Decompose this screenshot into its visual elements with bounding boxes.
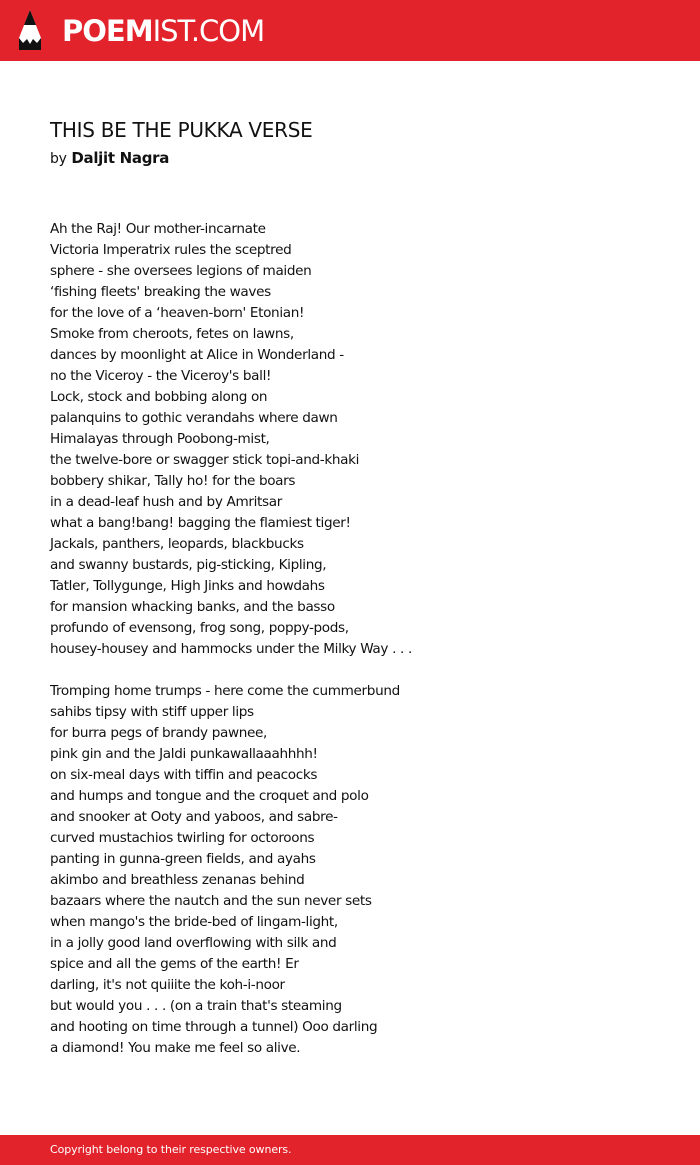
- poem-line: no the Viceroy - the Viceroy's ball!: [50, 368, 272, 384]
- by-label: by: [50, 151, 67, 167]
- poem-line: ‘fishing fleets' breaking the waves: [50, 284, 271, 300]
- poem-line: profundo of evensong, frog song, poppy-pods,: [50, 620, 349, 636]
- stanza: [50, 681, 670, 1059]
- poem-line: what a bang!bang! bagging the flamiest tiger!: [50, 515, 351, 531]
- poem-line: spice and all the gems of the earth! Er: [50, 956, 299, 972]
- poem-line: the twelve-bore or swagger stick topi-and-khaki: [50, 452, 360, 468]
- author-name: Daljit Nagra: [71, 149, 170, 167]
- poem-line: Tromping home trumps - here come the cummerbund: [50, 683, 400, 699]
- poem-title: THIS BE THE PUKKA VERSE: [50, 118, 313, 142]
- brand-rest: IST.COM: [152, 14, 265, 48]
- poem-line: darling, it's not quiiite the koh-i-noor: [50, 977, 285, 993]
- site-footer: [0, 1135, 700, 1165]
- copyright-text: Copyright belong to their respective owners.: [50, 1143, 292, 1156]
- poem-line: akimbo and breathless zenanas behind: [50, 872, 305, 888]
- poem-line: sphere - she oversees legions of maiden: [50, 263, 312, 279]
- poem-line: palanquins to gothic verandahs where dawn: [50, 410, 338, 426]
- poem-line: and snooker at Ooty and yaboos, and sabre-: [50, 809, 338, 825]
- poem-line: housey-housey and hammocks under the Milky Way . . .: [50, 641, 412, 657]
- poem-line: Lock, stock and bobbing along on: [50, 389, 268, 405]
- poem-line: Jackals, panthers, leopards, blackbucks: [50, 536, 304, 552]
- poem-line: pink gin and the Jaldi punkawallaaahhhh!: [50, 746, 318, 762]
- poem-line: a diamond! You make me feel so alive.: [50, 1040, 301, 1056]
- site-header: [0, 0, 700, 61]
- poem-line: for burra pegs of brandy pawnee,: [50, 725, 267, 741]
- poem-line: curved mustachios twirling for octoroons: [50, 830, 315, 846]
- byline: [50, 149, 169, 167]
- poem-line: bobbery shikar, Tally ho! for the boars: [50, 473, 296, 489]
- poem-line: in a jolly good land overflowing with silk and: [50, 935, 337, 951]
- poem-line: and humps and tongue and the croquet and polo: [50, 788, 369, 804]
- poem-line: Smoke from cheroots, fetes on lawns,: [50, 326, 294, 342]
- pencil-tip-icon[interactable]: [17, 8, 43, 52]
- poem-line: for mansion whacking banks, and the basso: [50, 599, 335, 615]
- poem-line: when mango's the bride-bed of lingam-light,: [50, 914, 338, 930]
- site-logo[interactable]: [62, 11, 264, 51]
- poem-line: but would you . . . (on a train that's steaming: [50, 998, 342, 1014]
- brand-bold: POEM: [62, 14, 153, 48]
- poem-line: sahibs tipsy with stiff upper lips: [50, 704, 254, 720]
- poem-line: and swanny bustards, pig-sticking, Kipling,: [50, 557, 327, 573]
- poem-line: Ah the Raj! Our mother-incarnate: [50, 221, 266, 237]
- poem-line: and hooting on time through a tunnel) Ooo darling: [50, 1019, 378, 1035]
- poem-line: panting in gunna-green fields, and ayahs: [50, 851, 316, 867]
- poem-line: dances by moonlight at Alice in Wonderland -: [50, 347, 344, 363]
- poem-line: on six-meal days with tiffin and peacocks: [50, 767, 318, 783]
- poem-line: in a dead-leaf hush and by Amritsar: [50, 494, 282, 510]
- poem-body: [50, 219, 670, 1059]
- poem-line: Victoria Imperatrix rules the sceptred: [50, 242, 292, 258]
- stanza: [50, 219, 670, 660]
- poem-line: Himalayas through Poobong-mist,: [50, 431, 270, 447]
- poem-line: bazaars where the nautch and the sun never sets: [50, 893, 372, 909]
- poem-line: for the love of a ‘heaven-born' Etonian!: [50, 305, 305, 321]
- poem-line: Tatler, Tollygunge, High Jinks and howdahs: [50, 578, 325, 594]
